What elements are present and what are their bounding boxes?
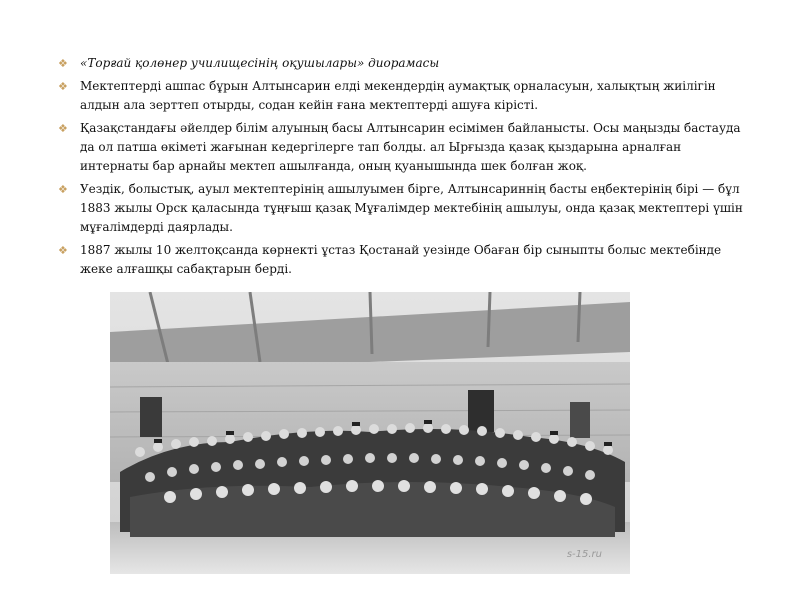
historical-group-photo (110, 292, 630, 574)
bullet-text: Қазақстандағы әйелдер білім алуының басы Алтынсарин есімімен байланысты. Осы маңызды бастауда да ол патша өкіметі жағынан кедергілерге тап болды. ал Ырғызда қазақ қыздарына арналған интернаты бар арнайы мектеп ашылғанда, оның қуанышында шек болған жоқ. (80, 121, 741, 173)
diamond-bullet-icon: ❖ (58, 183, 68, 196)
bullet-item-teachers-school (58, 180, 748, 237)
bullet-item-women-education (58, 119, 748, 176)
bullet-item-schools-research (58, 77, 748, 115)
group-photo-illustration (110, 292, 630, 574)
bullet-text: Уездік, болыстық, ауыл мектептерінің ашылуымен бірге, Алтынсариннің басты еңбектерінің бірі — бұл 1883 жылы Орск қаласында тұңғыш қазақ Мұғалімдер мектебінің ашылуы, онда қазақ мектептері үшін мұғалімдерді даярлады. (80, 182, 743, 234)
bullet-item-diorama (58, 54, 748, 73)
diamond-bullet-icon: ❖ (58, 244, 68, 257)
bullet-text: «Торғай қолөнер училищесінің оқушылары» диорамасы (80, 56, 440, 70)
photo-signature: s-15.ru (566, 549, 602, 560)
diamond-bullet-icon: ❖ (58, 80, 68, 93)
diamond-bullet-icon: ❖ (58, 122, 68, 135)
bullet-text: Мектептерді ашпас бұрын Алтынсарин елді мекендердің аумақтық орналасуын, халықтың жиілігін алдын ала зерттеп отырды, содан кейін ғана мектептерді ашуға кірісті. (80, 79, 716, 112)
bullet-item-first-lessons (58, 241, 748, 279)
bullet-text: 1887 жылы 10 желтоқсанда көрнекті ұстаз Қостанай уезінде Обаған бір сыныпты болыс мектебінде жеке алғашқы сабақтарын берді. (80, 243, 722, 276)
bullet-list (58, 54, 748, 283)
diamond-bullet-icon: ❖ (58, 57, 68, 70)
